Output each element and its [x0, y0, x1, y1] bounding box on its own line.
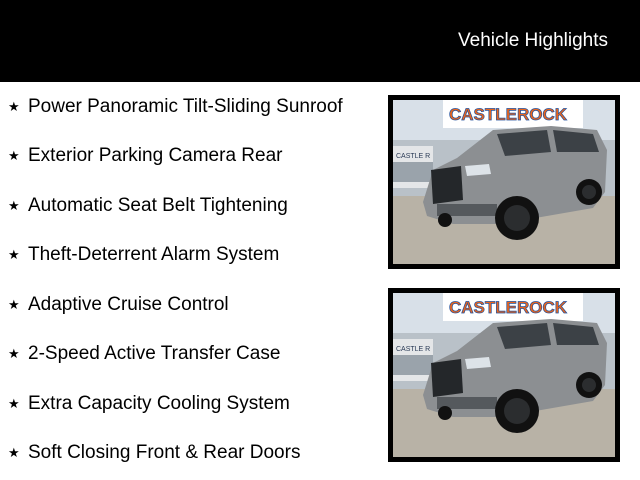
star-icon: ★ — [8, 198, 20, 214]
star-icon: ★ — [8, 247, 20, 263]
feature-label: Automatic Seat Belt Tightening — [28, 195, 288, 216]
vehicle-photo[interactable] — [388, 288, 620, 462]
feature-label: Soft Closing Front & Rear Doors — [28, 442, 301, 463]
star-icon: ★ — [8, 148, 20, 164]
header-bar — [0, 0, 640, 82]
feature-label: Exterior Parking Camera Rear — [28, 145, 283, 166]
star-icon: ★ — [8, 297, 20, 313]
dealer-sign: CASTLEROCK — [449, 105, 568, 124]
list-item — [8, 441, 300, 465]
star-icon: ★ — [8, 396, 20, 412]
list-item — [8, 95, 343, 119]
feature-label: Theft-Deterrent Alarm System — [28, 244, 280, 265]
building-sign: CASTLE R — [396, 346, 431, 353]
dealer-sign: CASTLEROCK — [449, 298, 568, 317]
star-icon: ★ — [8, 445, 20, 461]
feature-label: Adaptive Cruise Control — [28, 294, 229, 315]
star-icon: ★ — [8, 99, 20, 115]
feature-label: Extra Capacity Cooling System — [28, 393, 290, 414]
feature-label: Power Panoramic Tilt-Sliding Sunroof — [28, 96, 343, 117]
vehicle-photo[interactable] — [388, 95, 620, 269]
list-item — [8, 243, 279, 267]
list-item — [8, 392, 290, 416]
list-item — [8, 342, 280, 366]
list-item — [8, 293, 229, 317]
list-item — [8, 194, 288, 218]
list-item — [8, 144, 282, 168]
feature-label: 2-Speed Active Transfer Case — [28, 343, 281, 364]
page-title: Vehicle Highlights — [458, 30, 608, 51]
star-icon: ★ — [8, 346, 20, 362]
building-sign: CASTLE R — [396, 153, 431, 160]
